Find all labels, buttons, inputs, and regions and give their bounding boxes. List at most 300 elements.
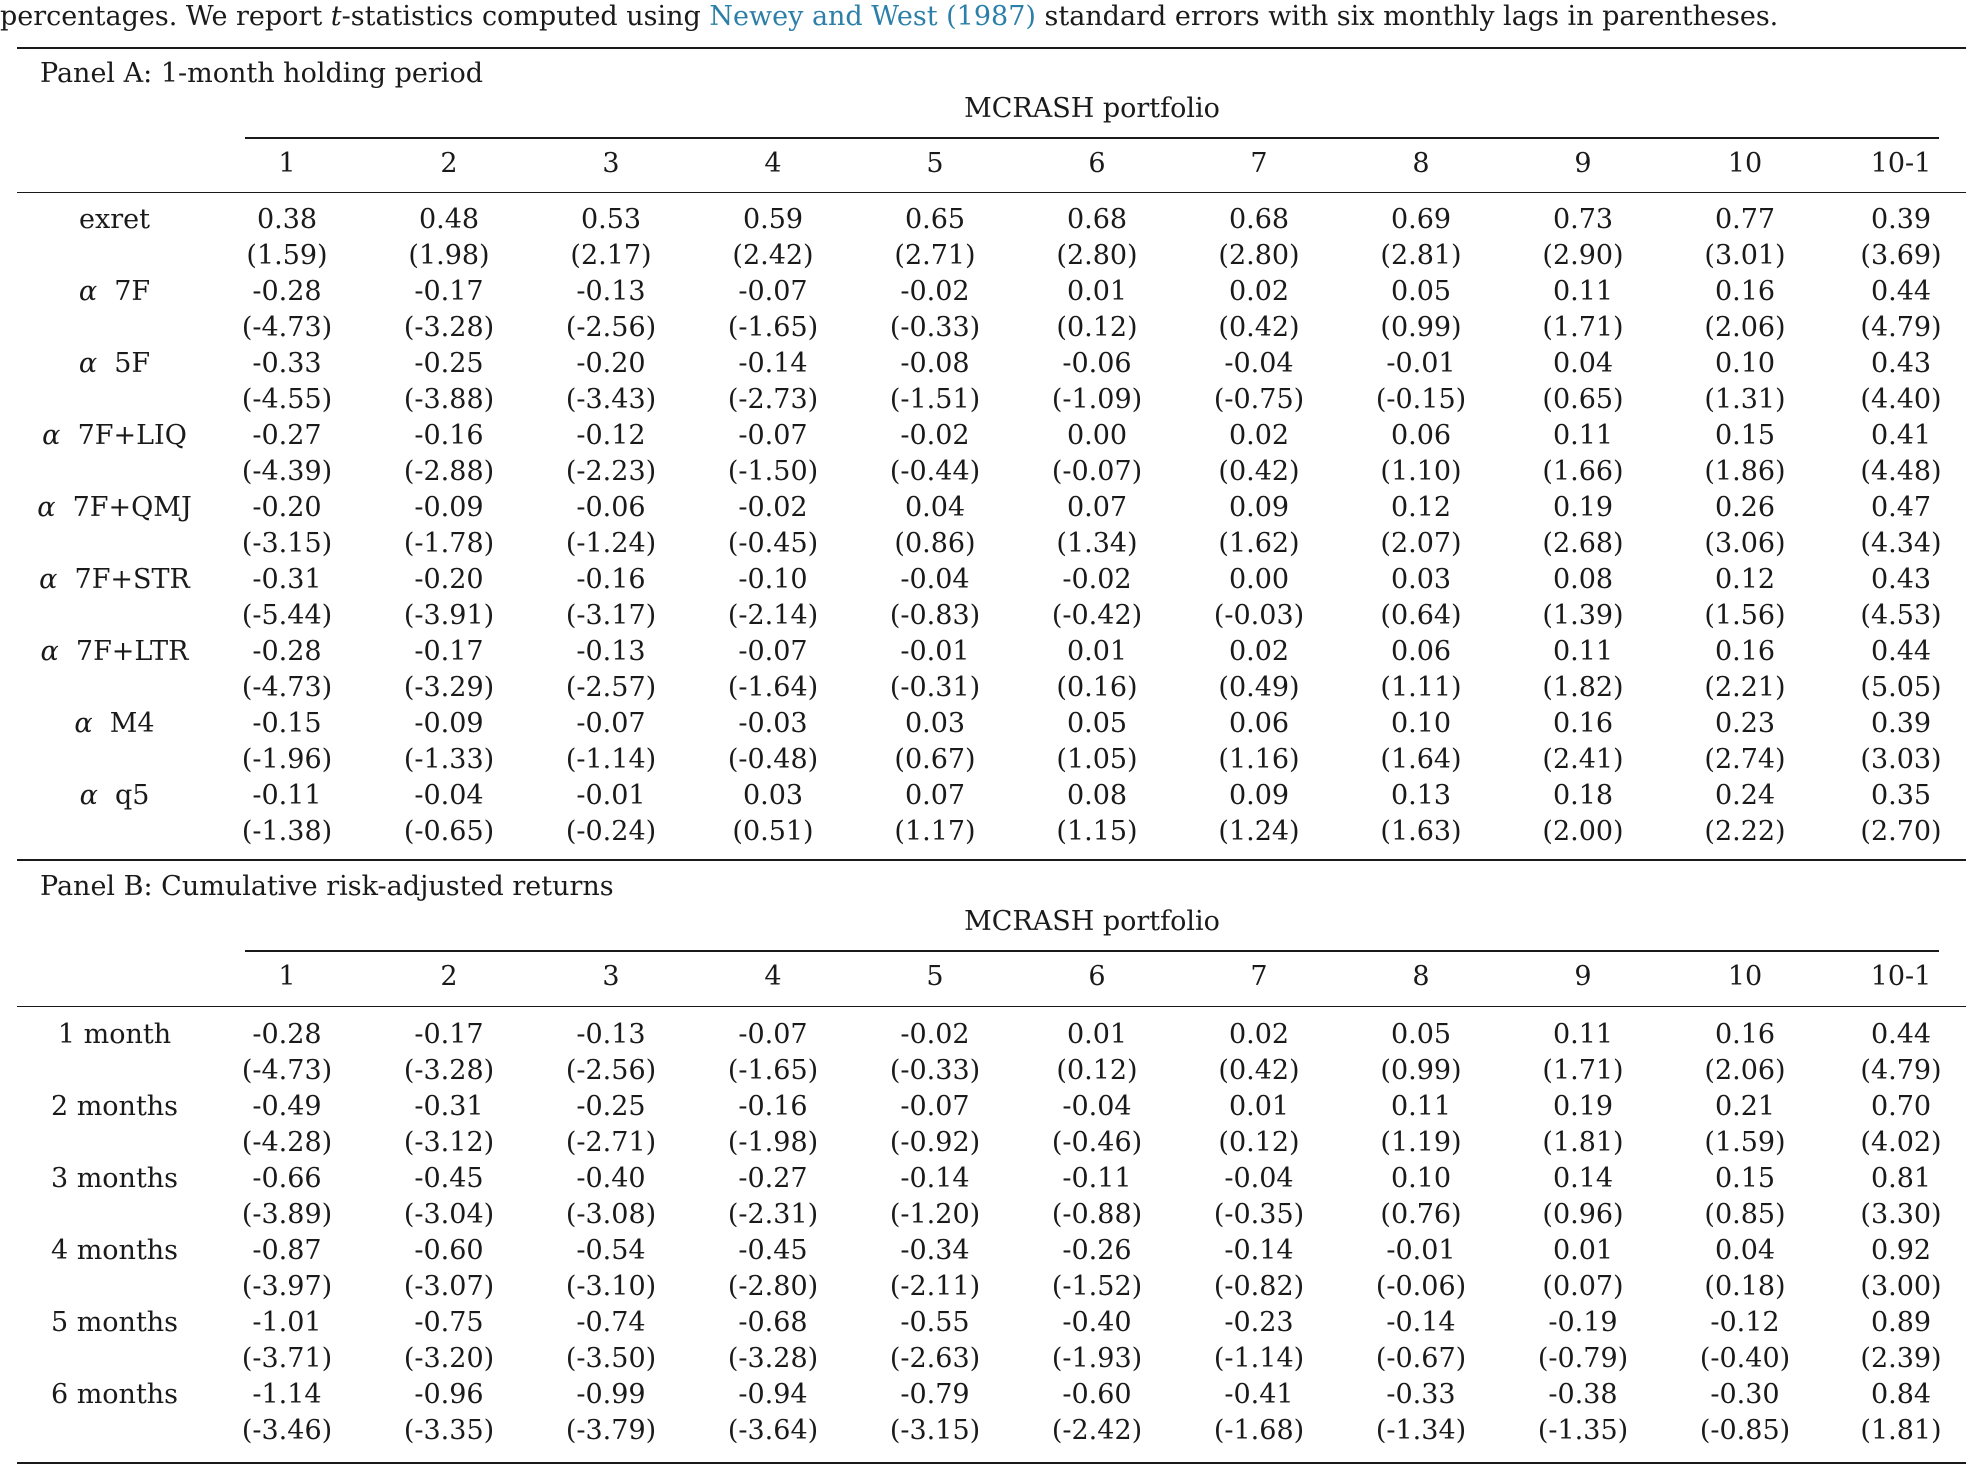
tstat-row bbox=[17, 1125, 1966, 1161]
tstat-cell: (-0.42) bbox=[1051, 600, 1143, 631]
tstat-cell: (-1.24) bbox=[565, 528, 657, 559]
estimate-cell: -0.06 bbox=[576, 492, 646, 523]
tstat-cell: (0.96) bbox=[1542, 1199, 1624, 1230]
estimate-cell: 0.09 bbox=[1228, 780, 1290, 811]
tstat-cell: (-3.35) bbox=[403, 1415, 495, 1446]
estimate-cell: 0.04 bbox=[1714, 1235, 1776, 1266]
tstat-row bbox=[17, 742, 1966, 778]
estimate-cell: -0.38 bbox=[1548, 1379, 1618, 1410]
tstat-cell: (-1.96) bbox=[241, 744, 333, 775]
estimate-cell: 0.02 bbox=[1228, 636, 1290, 667]
alpha-symbol: α bbox=[78, 348, 98, 379]
caption-text-3: standard errors with six monthly lags in parentheses. bbox=[1035, 1, 1779, 32]
tstat-cell: (-2.56) bbox=[565, 1055, 657, 1086]
estimate-cell: 0.01 bbox=[1066, 276, 1128, 307]
estimate-cell: -0.16 bbox=[414, 420, 484, 451]
tstat-cell: (-1.50) bbox=[727, 456, 819, 487]
tstat-cell: (1.16) bbox=[1218, 744, 1300, 775]
row-label-text: 5F bbox=[114, 348, 151, 379]
estimate-cell: -0.02 bbox=[900, 1019, 970, 1050]
tstat-row bbox=[17, 1197, 1966, 1233]
estimate-cell: -0.11 bbox=[252, 780, 322, 811]
estimate-cell: 0.08 bbox=[1066, 780, 1128, 811]
estimate-cell: 0.19 bbox=[1552, 492, 1614, 523]
table-row bbox=[17, 1017, 1966, 1053]
estimate-cell: -0.07 bbox=[738, 636, 808, 667]
tstat-cell: (2.39) bbox=[1860, 1343, 1942, 1374]
tstat-cell: (-4.73) bbox=[241, 312, 333, 343]
tstat-cell: (2.90) bbox=[1542, 240, 1624, 271]
tstat-cell: (-1.33) bbox=[403, 744, 495, 775]
tstat-cell: (-1.14) bbox=[565, 744, 657, 775]
table-row bbox=[17, 1305, 1966, 1341]
tstat-cell: (2.07) bbox=[1380, 528, 1462, 559]
tstat-cell: (0.51) bbox=[732, 816, 814, 847]
row-label bbox=[17, 1161, 212, 1197]
estimate-cell: -0.17 bbox=[414, 636, 484, 667]
estimate-cell: -0.79 bbox=[900, 1379, 970, 1410]
tstat-cell: (-4.39) bbox=[241, 456, 333, 487]
column-header-6: 6 bbox=[1088, 961, 1106, 992]
estimate-cell: 0.01 bbox=[1066, 636, 1128, 667]
estimate-cell: -0.02 bbox=[1062, 564, 1132, 595]
tstat-cell: (2.21) bbox=[1704, 672, 1786, 703]
estimate-cell: -0.04 bbox=[1224, 348, 1294, 379]
tstat-cell: (-0.40) bbox=[1699, 1343, 1791, 1374]
estimate-cell: -0.14 bbox=[1224, 1235, 1294, 1266]
tstat-cell: (0.76) bbox=[1380, 1199, 1462, 1230]
estimate-cell: 0.02 bbox=[1228, 1019, 1290, 1050]
panel-a-title: Panel A: 1-month holding period bbox=[40, 58, 483, 89]
tstat-cell: (1.81) bbox=[1860, 1415, 1942, 1446]
estimate-cell: -0.60 bbox=[1062, 1379, 1132, 1410]
row-label-text: exret bbox=[79, 204, 150, 235]
column-header-9: 9 bbox=[1574, 148, 1592, 179]
estimate-cell: -0.13 bbox=[576, 1019, 646, 1050]
estimate-cell: -0.55 bbox=[900, 1307, 970, 1338]
table-row bbox=[17, 346, 1966, 382]
tstat-cell: (-3.28) bbox=[403, 312, 495, 343]
tstat-cell: (-3.97) bbox=[241, 1271, 333, 1302]
tstat-cell: (-3.29) bbox=[403, 672, 495, 703]
tstat-cell: (1.10) bbox=[1380, 456, 1462, 487]
estimate-cell: -0.96 bbox=[414, 1379, 484, 1410]
column-header-3: 3 bbox=[602, 148, 620, 179]
estimate-cell: 0.77 bbox=[1714, 204, 1776, 235]
tstat-cell: (-1.65) bbox=[727, 312, 819, 343]
row-label-text: 7F+STR bbox=[74, 564, 190, 595]
row-label-text: 7F+QMJ bbox=[72, 492, 192, 523]
estimate-cell: -0.14 bbox=[900, 1163, 970, 1194]
estimate-cell: -0.30 bbox=[1710, 1379, 1780, 1410]
tstat-cell: (1.98) bbox=[408, 240, 490, 271]
tstat-cell: (2.71) bbox=[894, 240, 976, 271]
tstat-cell: (-1.51) bbox=[889, 384, 981, 415]
tstat-cell: (-3.43) bbox=[565, 384, 657, 415]
tstat-cell: (1.64) bbox=[1380, 744, 1462, 775]
tstat-cell: (-3.15) bbox=[241, 528, 333, 559]
estimate-cell: -0.01 bbox=[1386, 1235, 1456, 1266]
table-row bbox=[17, 1161, 1966, 1197]
row-label bbox=[17, 202, 212, 238]
panel-a-group-title: MCRASH portfolio bbox=[964, 93, 1220, 124]
tstat-cell: (-1.64) bbox=[727, 672, 819, 703]
tstat-cell: (1.66) bbox=[1542, 456, 1624, 487]
estimate-cell: 0.16 bbox=[1552, 708, 1614, 739]
tstat-cell: (-5.44) bbox=[241, 600, 333, 631]
estimate-cell: 0.11 bbox=[1552, 1019, 1614, 1050]
panel-separator-rule bbox=[17, 859, 1966, 861]
tstat-cell: (-3.28) bbox=[403, 1055, 495, 1086]
tstat-cell: (2.81) bbox=[1380, 240, 1462, 271]
estimate-cell: -0.07 bbox=[738, 276, 808, 307]
column-header-10-1: 10-1 bbox=[1870, 961, 1932, 992]
tstat-cell: (2.22) bbox=[1704, 816, 1786, 847]
estimate-cell: -0.28 bbox=[252, 1019, 322, 1050]
estimate-cell: 0.23 bbox=[1714, 708, 1776, 739]
estimate-cell: 0.70 bbox=[1870, 1091, 1932, 1122]
tstat-cell: (3.69) bbox=[1860, 240, 1942, 271]
estimate-cell: 0.44 bbox=[1870, 636, 1932, 667]
tstat-cell: (4.79) bbox=[1860, 1055, 1942, 1086]
column-header-4: 4 bbox=[764, 961, 782, 992]
tstat-cell: (-1.14) bbox=[1213, 1343, 1305, 1374]
tstat-cell: (-0.79) bbox=[1537, 1343, 1629, 1374]
tstat-cell: (1.31) bbox=[1704, 384, 1786, 415]
estimate-cell: -0.07 bbox=[738, 420, 808, 451]
tstat-cell: (5.05) bbox=[1860, 672, 1942, 703]
row-label-text: 7F+LTR bbox=[75, 636, 189, 667]
estimate-cell: -0.45 bbox=[414, 1163, 484, 1194]
tstat-cell: (-2.71) bbox=[565, 1127, 657, 1158]
estimate-cell: 0.69 bbox=[1390, 204, 1452, 235]
tstat-cell: (-2.31) bbox=[727, 1199, 819, 1230]
estimate-cell: 0.16 bbox=[1714, 1019, 1776, 1050]
estimate-cell: 0.05 bbox=[1066, 708, 1128, 739]
estimate-cell: 0.24 bbox=[1714, 780, 1776, 811]
row-label bbox=[17, 490, 212, 526]
estimate-cell: -0.33 bbox=[252, 348, 322, 379]
tstat-cell: (-0.92) bbox=[889, 1127, 981, 1158]
tstat-cell: (2.06) bbox=[1704, 1055, 1786, 1086]
tstat-cell: (4.02) bbox=[1860, 1127, 1942, 1158]
estimate-cell: -0.45 bbox=[738, 1235, 808, 1266]
estimate-cell: -0.27 bbox=[252, 420, 322, 451]
estimate-cell: 0.06 bbox=[1390, 420, 1452, 451]
row-label bbox=[17, 1089, 212, 1125]
tstat-cell: (1.71) bbox=[1542, 312, 1624, 343]
estimate-cell: 0.14 bbox=[1552, 1163, 1614, 1194]
tstat-cell: (-1.78) bbox=[403, 528, 495, 559]
estimate-cell: -0.31 bbox=[414, 1091, 484, 1122]
tstat-cell: (1.86) bbox=[1704, 456, 1786, 487]
tstat-cell: (0.42) bbox=[1218, 456, 1300, 487]
tstat-cell: (4.53) bbox=[1860, 600, 1942, 631]
estimate-cell: -0.14 bbox=[1386, 1307, 1456, 1338]
tstat-cell: (-0.24) bbox=[565, 816, 657, 847]
estimate-cell: 0.47 bbox=[1870, 492, 1932, 523]
panel-b-title: Panel B: Cumulative risk-adjusted returns bbox=[40, 871, 614, 902]
estimate-cell: 0.10 bbox=[1390, 708, 1452, 739]
tstat-cell: (0.16) bbox=[1056, 672, 1138, 703]
column-header-6: 6 bbox=[1088, 148, 1106, 179]
tstat-cell: (4.79) bbox=[1860, 312, 1942, 343]
estimate-cell: 0.16 bbox=[1714, 636, 1776, 667]
caption-text-2: -statistics computed using bbox=[341, 1, 710, 32]
tstat-cell: (0.12) bbox=[1056, 312, 1138, 343]
estimate-cell: -0.74 bbox=[576, 1307, 646, 1338]
tstat-cell: (-1.65) bbox=[727, 1055, 819, 1086]
estimate-cell: 0.04 bbox=[904, 492, 966, 523]
estimate-cell: 0.48 bbox=[418, 204, 480, 235]
row-label-text: 7F+LIQ bbox=[77, 420, 187, 451]
tstat-cell: (-3.71) bbox=[241, 1343, 333, 1374]
tstat-cell: (-0.65) bbox=[403, 816, 495, 847]
tstat-cell: (-3.28) bbox=[727, 1343, 819, 1374]
tstat-cell: (-3.89) bbox=[241, 1199, 333, 1230]
tstat-cell: (3.00) bbox=[1860, 1271, 1942, 1302]
estimate-cell: 0.06 bbox=[1228, 708, 1290, 739]
tstat-row bbox=[17, 1341, 1966, 1377]
tstat-cell: (-1.93) bbox=[1051, 1343, 1143, 1374]
tstat-cell: (-1.35) bbox=[1537, 1415, 1629, 1446]
tstat-row bbox=[17, 598, 1966, 634]
table-row bbox=[17, 1089, 1966, 1125]
column-header-5: 5 bbox=[926, 148, 944, 179]
alpha-symbol: α bbox=[39, 564, 58, 595]
estimate-cell: 0.84 bbox=[1870, 1379, 1932, 1410]
tstat-cell: (1.56) bbox=[1704, 600, 1786, 631]
estimate-cell: -0.12 bbox=[576, 420, 646, 451]
tstat-cell: (-2.73) bbox=[727, 384, 819, 415]
estimate-cell: -0.08 bbox=[900, 348, 970, 379]
table-row bbox=[17, 202, 1966, 238]
tstat-cell: (-3.12) bbox=[403, 1127, 495, 1158]
tstat-cell: (-0.45) bbox=[727, 528, 819, 559]
estimate-cell: 0.03 bbox=[904, 708, 966, 739]
estimate-cell: 0.03 bbox=[742, 780, 804, 811]
tstat-cell: (0.12) bbox=[1056, 1055, 1138, 1086]
tstat-cell: (3.30) bbox=[1860, 1199, 1942, 1230]
estimate-cell: -0.40 bbox=[576, 1163, 646, 1194]
estimate-cell: 0.01 bbox=[1552, 1235, 1614, 1266]
row-label-text: 6 months bbox=[50, 1379, 179, 1410]
estimate-cell: -0.03 bbox=[738, 708, 808, 739]
row-label-text: 7F bbox=[114, 276, 151, 307]
estimate-cell: 0.13 bbox=[1390, 780, 1452, 811]
row-label bbox=[17, 1305, 212, 1341]
estimate-cell: 0.10 bbox=[1390, 1163, 1452, 1194]
alpha-symbol: α bbox=[42, 420, 61, 451]
estimate-cell: -0.99 bbox=[576, 1379, 646, 1410]
table-row bbox=[17, 1233, 1966, 1269]
estimate-cell: -0.04 bbox=[900, 564, 970, 595]
row-label-text: 1 month bbox=[57, 1019, 172, 1050]
tstat-cell: (-1.52) bbox=[1051, 1271, 1143, 1302]
estimate-cell: 0.01 bbox=[1228, 1091, 1290, 1122]
estimate-cell: 0.19 bbox=[1552, 1091, 1614, 1122]
tstat-cell: (3.06) bbox=[1704, 528, 1786, 559]
tstat-cell: (1.71) bbox=[1542, 1055, 1624, 1086]
column-header-2: 2 bbox=[440, 148, 458, 179]
tstat-cell: (-3.04) bbox=[403, 1199, 495, 1230]
tstat-cell: (2.00) bbox=[1542, 816, 1624, 847]
tstat-cell: (1.59) bbox=[1704, 1127, 1786, 1158]
column-header-7: 7 bbox=[1250, 961, 1268, 992]
tstat-cell: (0.64) bbox=[1380, 600, 1462, 631]
estimate-cell: -0.14 bbox=[738, 348, 808, 379]
tstat-cell: (2.42) bbox=[732, 240, 814, 271]
estimate-cell: 0.39 bbox=[1870, 204, 1932, 235]
estimate-cell: 0.18 bbox=[1552, 780, 1614, 811]
tstat-cell: (-0.07) bbox=[1051, 456, 1143, 487]
tstat-cell: (-1.98) bbox=[727, 1127, 819, 1158]
tstat-row bbox=[17, 670, 1966, 706]
estimate-cell: -0.25 bbox=[414, 348, 484, 379]
estimate-cell: 0.11 bbox=[1390, 1091, 1452, 1122]
estimate-cell: 0.06 bbox=[1390, 636, 1452, 667]
estimate-cell: 0.21 bbox=[1714, 1091, 1776, 1122]
tstat-cell: (1.63) bbox=[1380, 816, 1462, 847]
estimate-cell: -0.13 bbox=[576, 276, 646, 307]
tstat-cell: (-0.33) bbox=[889, 312, 981, 343]
estimate-cell: 0.81 bbox=[1870, 1163, 1932, 1194]
estimate-cell: -1.01 bbox=[252, 1307, 322, 1338]
estimate-cell: 0.00 bbox=[1066, 420, 1128, 451]
tstat-cell: (-0.35) bbox=[1213, 1199, 1305, 1230]
estimate-cell: 0.00 bbox=[1228, 564, 1290, 595]
tstat-cell: (-1.34) bbox=[1375, 1415, 1467, 1446]
tstat-cell: (-0.48) bbox=[727, 744, 819, 775]
tstat-row bbox=[17, 454, 1966, 490]
estimate-cell: 0.41 bbox=[1870, 420, 1932, 451]
tstat-cell: (2.74) bbox=[1704, 744, 1786, 775]
tstat-cell: (2.17) bbox=[570, 240, 652, 271]
estimate-cell: 0.11 bbox=[1552, 276, 1614, 307]
estimate-cell: 0.65 bbox=[904, 204, 966, 235]
row-label-text: 4 months bbox=[50, 1235, 179, 1266]
estimate-cell: 0.68 bbox=[1228, 204, 1290, 235]
row-label-text: 3 months bbox=[50, 1163, 179, 1194]
estimate-cell: -0.04 bbox=[1224, 1163, 1294, 1194]
tstat-cell: (2.68) bbox=[1542, 528, 1624, 559]
estimate-cell: -0.09 bbox=[414, 708, 484, 739]
row-label-text: 2 months bbox=[50, 1091, 179, 1122]
tstat-cell: (-3.64) bbox=[727, 1415, 819, 1446]
estimate-cell: -1.14 bbox=[252, 1379, 322, 1410]
estimate-cell: 0.53 bbox=[580, 204, 642, 235]
panel-a-header-row bbox=[17, 146, 1966, 182]
estimate-cell: -0.02 bbox=[738, 492, 808, 523]
tstat-cell: (-2.57) bbox=[565, 672, 657, 703]
estimate-cell: -0.19 bbox=[1548, 1307, 1618, 1338]
tstat-cell: (0.18) bbox=[1704, 1271, 1786, 1302]
tstat-cell: (-1.20) bbox=[889, 1199, 981, 1230]
column-header-4: 4 bbox=[764, 148, 782, 179]
citation-link[interactable]: Newey and West (1987) bbox=[709, 1, 1036, 32]
estimate-cell: -0.28 bbox=[252, 636, 322, 667]
tstat-cell: (-0.03) bbox=[1213, 600, 1305, 631]
tstat-cell: (-2.88) bbox=[403, 456, 495, 487]
top-rule bbox=[17, 47, 1966, 49]
column-header-5: 5 bbox=[926, 961, 944, 992]
tstat-cell: (-0.31) bbox=[889, 672, 981, 703]
column-header-1: 1 bbox=[278, 148, 296, 179]
table-row bbox=[17, 490, 1966, 526]
alpha-symbol: α bbox=[40, 636, 59, 667]
row-label bbox=[17, 418, 212, 454]
tstat-cell: (-4.28) bbox=[241, 1127, 333, 1158]
tstat-row bbox=[17, 1269, 1966, 1305]
tstat-cell: (0.85) bbox=[1704, 1199, 1786, 1230]
alpha-symbol: α bbox=[79, 780, 98, 811]
caption-text-1: percentages. We report bbox=[0, 1, 331, 32]
tstat-cell: (-2.56) bbox=[565, 312, 657, 343]
estimate-cell: -0.94 bbox=[738, 1379, 808, 1410]
tstat-cell: (-0.82) bbox=[1213, 1271, 1305, 1302]
estimate-cell: -0.01 bbox=[1386, 348, 1456, 379]
estimate-cell: -0.23 bbox=[1224, 1307, 1294, 1338]
row-label bbox=[17, 1233, 212, 1269]
tstat-cell: (0.86) bbox=[894, 528, 976, 559]
estimate-cell: 0.39 bbox=[1870, 708, 1932, 739]
estimate-cell: 0.03 bbox=[1390, 564, 1452, 595]
column-header-2: 2 bbox=[440, 961, 458, 992]
tstat-cell: (4.40) bbox=[1860, 384, 1942, 415]
estimate-cell: -0.49 bbox=[252, 1091, 322, 1122]
tstat-cell: (-0.83) bbox=[889, 600, 981, 631]
estimate-cell: -0.60 bbox=[414, 1235, 484, 1266]
estimate-cell: 0.07 bbox=[1066, 492, 1128, 523]
tstat-row bbox=[17, 814, 1966, 850]
estimate-cell: 0.02 bbox=[1228, 420, 1290, 451]
alpha-symbol: α bbox=[78, 276, 98, 307]
panel-b-group-title: MCRASH portfolio bbox=[964, 906, 1220, 937]
tstat-cell: (-2.63) bbox=[889, 1343, 981, 1374]
estimate-cell: -0.27 bbox=[738, 1163, 808, 1194]
tstat-row bbox=[17, 526, 1966, 562]
estimate-cell: -0.09 bbox=[414, 492, 484, 523]
estimate-cell: -0.10 bbox=[738, 564, 808, 595]
tstat-cell: (-0.85) bbox=[1699, 1415, 1791, 1446]
estimate-cell: -0.28 bbox=[252, 276, 322, 307]
estimate-cell: 0.38 bbox=[256, 204, 318, 235]
estimate-cell: 0.35 bbox=[1870, 780, 1932, 811]
tstat-cell: (1.62) bbox=[1218, 528, 1300, 559]
estimate-cell: 0.05 bbox=[1390, 276, 1452, 307]
tstat-cell: (0.42) bbox=[1218, 312, 1300, 343]
estimate-cell: -0.04 bbox=[1062, 1091, 1132, 1122]
estimate-cell: 0.05 bbox=[1390, 1019, 1452, 1050]
estimate-cell: -0.20 bbox=[576, 348, 646, 379]
row-label bbox=[17, 1017, 212, 1053]
column-header-10: 10 bbox=[1727, 961, 1763, 992]
estimate-cell: 0.12 bbox=[1714, 564, 1776, 595]
tstat-cell: (-3.10) bbox=[565, 1271, 657, 1302]
tstat-cell: (-4.73) bbox=[241, 672, 333, 703]
tstat-cell: (1.15) bbox=[1056, 816, 1138, 847]
tstat-cell: (-1.09) bbox=[1051, 384, 1143, 415]
tstat-row bbox=[17, 1413, 1966, 1449]
tstat-cell: (-3.08) bbox=[565, 1199, 657, 1230]
tstat-cell: (1.05) bbox=[1056, 744, 1138, 775]
tstat-cell: (-2.42) bbox=[1051, 1415, 1143, 1446]
tstat-cell: (-3.88) bbox=[403, 384, 495, 415]
row-label bbox=[17, 778, 212, 814]
tstat-cell: (-3.50) bbox=[565, 1343, 657, 1374]
panel-b-header-rule bbox=[17, 1006, 1966, 1007]
tstat-cell: (2.80) bbox=[1218, 240, 1300, 271]
